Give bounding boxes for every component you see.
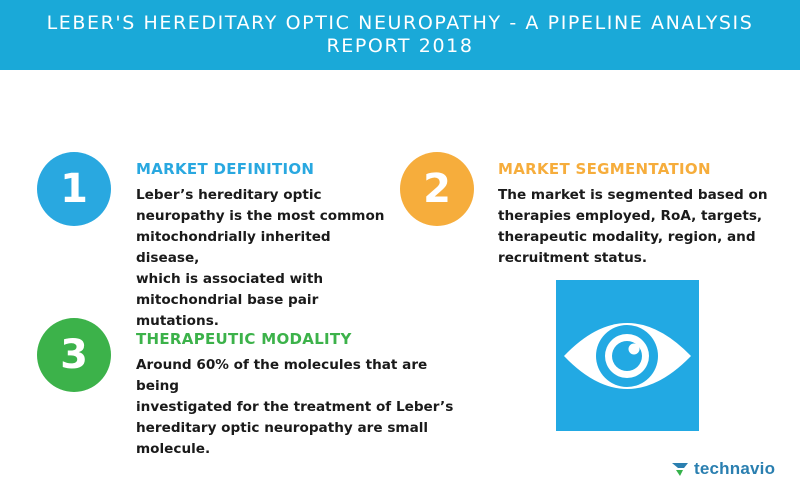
- eye-icon: [556, 280, 699, 431]
- technavio-wordmark: technavio: [694, 459, 776, 478]
- market-definition-title: MARKET DEFINITION: [136, 160, 315, 178]
- text-line: which is associated with: [136, 271, 324, 287]
- text-line: mitochondrially inherited disease,: [136, 229, 331, 266]
- page-title-line-2: REPORT 2018: [326, 35, 474, 57]
- technavio-logo-icon: [670, 459, 690, 479]
- text-line: molecule.: [136, 441, 211, 457]
- technavio-brand: [670, 458, 775, 480]
- text-line: Leber’s hereditary optic: [136, 187, 322, 203]
- text-line: therapeutic modality, region, and: [498, 229, 756, 245]
- step-3-badge: 3: [37, 318, 111, 392]
- text-line: mutations.: [136, 313, 219, 329]
- market-definition-text: [136, 185, 386, 332]
- text-line: neuropathy is the most common: [136, 208, 385, 224]
- market-segmentation-text: [498, 185, 768, 269]
- step-1-badge: 1: [37, 152, 111, 226]
- page-title-line-1: LEBER'S HEREDITARY OPTIC NEUROPATHY - A PIPELINE ANALYSIS: [46, 12, 754, 34]
- step-2-badge: 2: [400, 152, 474, 226]
- text-line: investigated for the treatment of Leber’s: [136, 399, 454, 415]
- text-line: Around 60% of the molecules that are being: [136, 357, 428, 394]
- text-line: The market is segmented based on: [498, 187, 768, 203]
- therapeutic-modality-text: [136, 355, 456, 460]
- header-banner: [0, 0, 800, 70]
- eye-illustration: [556, 280, 699, 431]
- text-line: recruitment status.: [498, 250, 648, 266]
- therapeutic-modality-title: THERAPEUTIC MODALITY: [136, 330, 352, 348]
- text-line: hereditary optic neuropathy are small: [136, 420, 429, 436]
- text-line: therapies employed, RoA, targets,: [498, 208, 763, 224]
- text-line: mitochondrial base pair: [136, 292, 319, 308]
- market-segmentation-title: MARKET SEGMENTATION: [498, 160, 711, 178]
